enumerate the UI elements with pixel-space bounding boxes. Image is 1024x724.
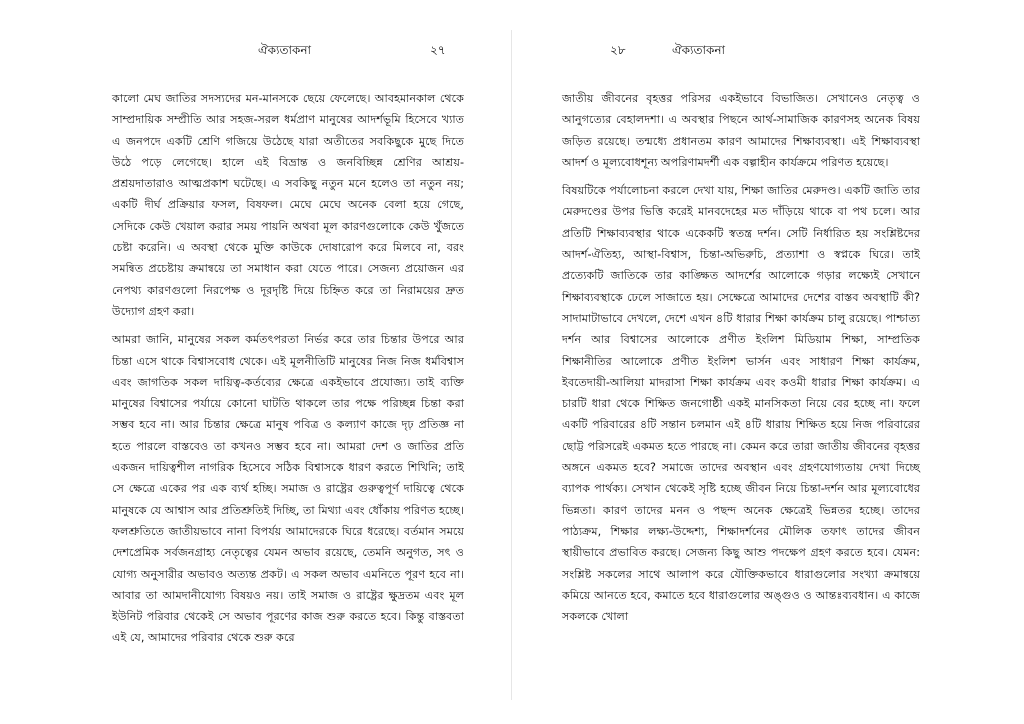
page-number: ২৮ <box>610 43 626 57</box>
running-title: ঐক্যতাকনা <box>672 43 726 57</box>
paragraph: কালো মেঘ জাতির সদস্যদের মন-মানসকে ছেয়ে ফেলেছে। আবহমানকাল থেকে সাম্প্রদায়িক সম্প্রীতি আর সহজ-সরল ধর্মপ্রাণ মানুষের আদর্শভূমি হিসেবে খ্যাত এ জনপদে একটি শ্রেণি গজিয়ে উঠেছে যারা অতীতের সবকিছুকে মুছে দিতে উঠে পড়ে লেগেছে। হালে এই বিভ্রান্ত ও জনবিচ্ছিন্ন শ্রেণির আশ্রয়-প্রশ্রয়দাতারাও আত্মপ্রকাশ ঘটেছে। এ সবকিছু নতুন মনে হলেও তা নতুন নয়; একটি দীর্ঘ প্রক্রিয়ার ফসল, বিষফল। মেঘে মেঘে অনেক বেলা হয়ে গেছে, সেদিকে কেউ খেয়াল করার সময় পায়নি অথবা মূল কারণগুলোকে কেউ খুঁজতে চেষ্টা করেনি। এ অবস্থা থেকে মুক্তি কাউকে দোষারোপ করে মিলবে না, বরং সমন্বিত প্রচেষ্টায় ক্রমান্বয়ে তা সমাধান করা যেতে পারে। সেজন্য প্রয়োজন এর নেপথ্য কারণগুলো নিরপেক্ষ ও দূরদৃষ্টি দিয়ে চিহ্নিত করে তা নিরাময়ের দ্রুত উদ্যোগ গ্রহণ করা। <box>112 92 464 318</box>
paragraph: আমরা জানি, মানুষের সকল কর্মতৎপরতা নির্ভর করে তার চিন্তার উপরে আর চিন্তা এসে থাকে বিশ্বাসবোধ থেকে। এই মূলনীতিটি মানুষের নিজ নিজ ধর্মবিশ্বাস এবং জাগতিক সকল দায়িত্ব-কর্তব্যের ক্ষেত্রে একইভাবে প্রযোজ্য। তাই ব্যক্তি মানুষের বিশ্বাসের পর্যায়ে কোনো ঘাটতি থাকলে তার পক্ষে পরিচ্ছন্ন চিন্তা করা সম্ভব হবে না। আর চিন্তার ক্ষেত্রে মানুষ পবিত্র ও কল্যাণ কাজে দৃঢ় প্রতিজ্ঞ না হতে পারলে বাস্তবেও তা কখনও সম্ভব হবে না। আমরা দেশ ও জাতির প্রতি একজন দায়িত্বশীল নাগরিক হিসেবে সঠিক বিশ্বাসকে ধারণ করতে শিখিনি; তাই সে ক্ষেত্রে একের পর এক ব্যর্থ হচ্ছি। সমাজ ও রাষ্ট্রের গুরুত্বপূর্ণ দায়িত্বে থেকে মানুষকে যে আশ্বাস আর প্রতিশ্রুতিই দিচ্ছি, তা মিথ্যা এবং ধোঁকায় পরিণত হচ্ছে। ফলশ্রুতিতে জাতীয়ভাবে নানা বিপর্যয় আমাদেরকে ঘিরে ধরেছে। বর্তমান সময়ে দেশপ্রেমিক সর্বজনগ্রাহ্য নেতৃত্বের যেমন অভাব রয়েছে, তেমনি অনুগত, সৎ ও যোগ্য অনুসারীর অভাবও অত্যন্ত প্রকট। এ সকল অভাব এমনিতে পূরণ হবে না। আবার তা আমদানীযোগ্য বিষয়ও নয়। তাই সমাজ ও রাষ্ট্রের ক্ষুদ্রতম এবং মূল ইউনিট পরিবার থেকেই সে অভাব পূরণের কাজ শুরু করতে হবে। কিন্তু বাস্তবতা এই যে, আমাদের পরিবার থেকে শুরু করে <box>112 333 464 645</box>
left-page-header <box>0 40 512 60</box>
paragraph: বিষয়টিকে পর্যালোচনা করলে দেখা যায়, শিক্ষা জাতির মেরুদণ্ড। একটি জাতি তার মেরুদণ্ডের উপর ভিত্তি করেই মানবদেহের মত দাঁড়িয়ে থাকে বা পথ চলে। আর প্রতিটি শিক্ষাব্যবস্থার থাকে একেকটি স্বতন্ত্র দর্শন। সেটি নির্ধারিত হয় সংশ্লিষ্টদের আদর্শ-ঐতিহ্য, আস্থা-বিশ্বাস, চিন্তা-অভিরুচি, প্রত্যাশা ও স্বপ্নকে ঘিরে। তাই প্রত্যেকটি জাতিকে তার কাঙ্ক্ষিত আদর্শের আলোকে গড়ার লক্ষ্যেই সেখানে শিক্ষাব্যবস্থাকে ঢেলে সাজাতে হয়। সেক্ষেত্রে আমাদের দেশের বাস্তব অবস্থাটি কী? সাদামাটাভাবে দেখলে, দেশে এখন ৪টি ধারার শিক্ষা কার্যক্রম চালু রয়েছে। পাশ্চাত্য দর্শন আর বিশ্বাসের আলোকে প্রণীত ইংলিশ মিডিয়াম শিক্ষা, সাম্প্রতিক শিক্ষানীতির আলোকে প্রণীত ইংলিশ ভার্সন এবং সাধারণ শিক্ষা কার্যক্রম, ইবতেদায়ী-আলিয়া মাদরাসা শিক্ষা কার্যক্রম এবং কওমী ধারার শিক্ষা কার্যক্রম। এ চারটি ধারা থেকে শিক্ষিত জনগোষ্ঠী একই মানসিকতা নিয়ে বের হচ্ছে না। ফলে একটি পরিবারের ৪টি সন্তান চলমান এই ৪টি ধারায় শিক্ষিত হয়ে নিজ পরিবারের ছোট্ট পরিসরেই একমত হতে পারছে না। কেমন করে তারা জাতীয় জীবনের বৃহত্তর অঙ্গনে একমত হবে? সমাজে তাদের অবস্থান এবং গ্রহণযোগ্যতায় দেখা দিচ্ছে ব্যাপক পার্থক্য। সেখান থেকেই সৃষ্টি হচ্ছে জীবন নিয়ে চিন্তা-দর্শন আর মূল্যবোধের ভিন্নতা। কারণ তাদের মনন ও পছন্দ অনেক ক্ষেত্রেই ভিন্নতর হচ্ছে। তাদের পাঠ্যক্রম, শিক্ষার লক্ষ্য-উদ্দেশ্য, শিক্ষাদর্শনের মৌলিক তফাৎ তাদের জীবন স্থায়ীভাবে প্রভাবিত করছে। সেজন্য কিছু আশু পদক্ষেপ গ্রহণ করতে হবে। যেমন: সংশ্লিষ্ট সকলের সাথে আলাপ করে যৌক্তিকভাবে ধারাগুলোর সংখ্যা ক্রমান্বয়ে কমিয়ে আনতে হবে, কমাতে হবে ধারাগুলোর অঙ্গুও ও আন্তঃব্যবধান। এ কাজে সকলকে খোলা <box>562 184 920 624</box>
right-page <box>512 0 1024 724</box>
paragraph: জাতীয় জীবনের বৃহত্তর পরিসর একইভাবে বিভাজিত। সেখানেও নেতৃত্ব ও আনুগত্যের বেহালদশা। এ অবস্থার পিছনে আর্থ-সামাজিক কারণসহ অনেক বিষয় জড়িত রয়েছে। তন্মধ্যে প্রধানতম কারণ আমাদের শিক্ষাব্যবস্থা। এই শিক্ষাব্যবস্থা আদর্শ ও মূল্যবোধশূন্য অপরিণামদর্শী এক বল্গাহীন কার্যক্রমে পরিণত হয়েছে। <box>562 92 920 169</box>
page-number: ২৭ <box>430 43 446 57</box>
right-page-body <box>562 88 920 627</box>
right-page-header <box>512 40 1024 60</box>
running-title: ঐক্যতাকনা <box>258 43 312 57</box>
left-page-body <box>112 88 464 649</box>
